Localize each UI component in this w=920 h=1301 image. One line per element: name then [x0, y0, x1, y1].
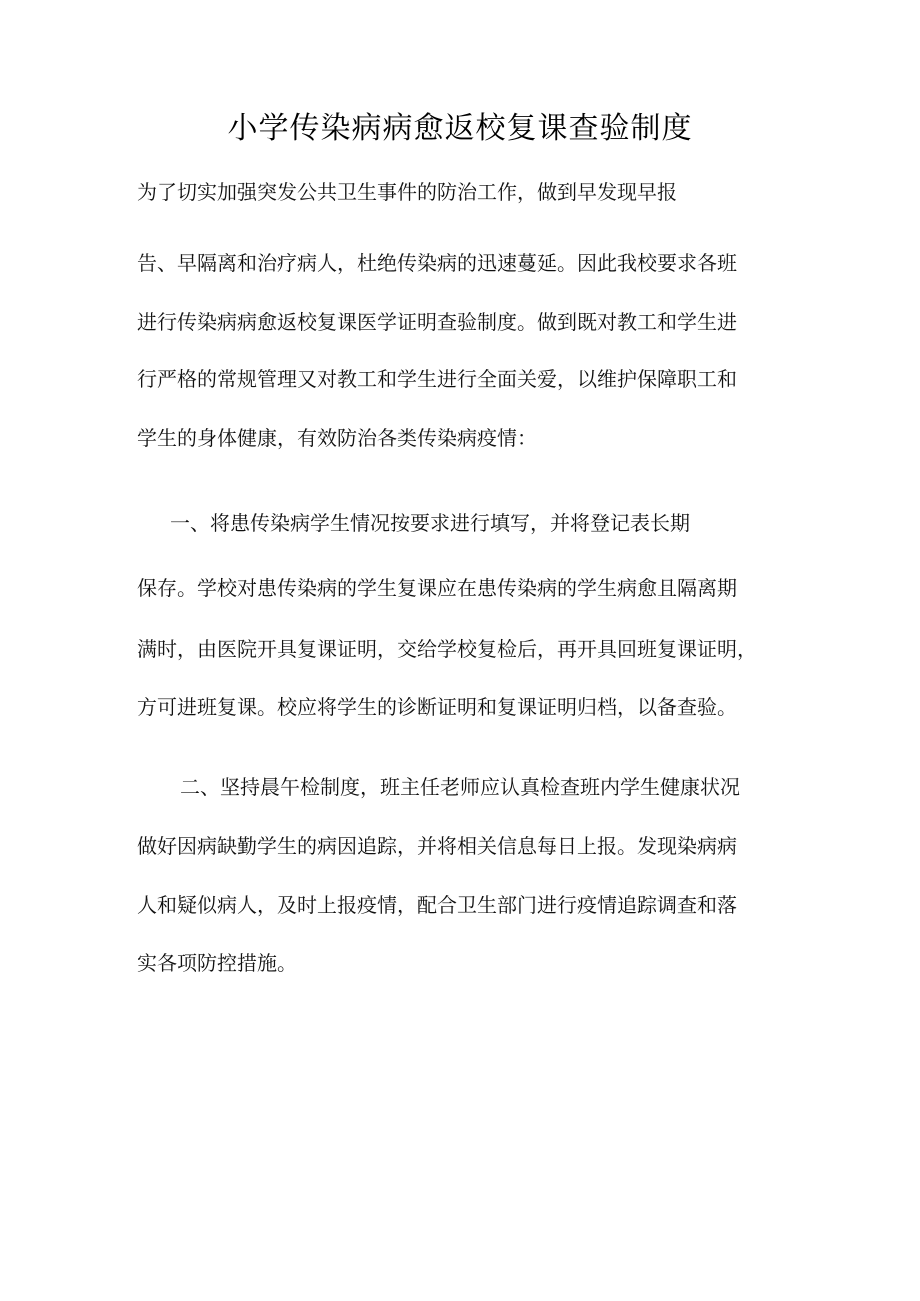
section-two-line-2: 做好因病缺勤学生的病因追踪，并将相关信息每日上报。发现染病病 [137, 834, 737, 858]
intro-line-4: 行严格的常规管理又对教工和学生进行全面关爱，以维护保障职工和 [137, 367, 737, 391]
section-two-line-1: 二、坚持晨午检制度，班主任老师应认真检查班内学生健康状况 [180, 775, 740, 799]
intro-line-5: 学生的身体健康，有效防治各类传染病疫情： [137, 426, 537, 450]
intro-line-2: 告、早隔离和治疗病人，杜绝传染病的迅速蔓延。因此我校要求各班 [137, 251, 737, 275]
section-two-line-3: 人和疑似病人，及时上报疫情，配合卫生部门进行疫情追踪调查和落 [137, 893, 737, 917]
intro-line-3: 进行传染病病愈返校复课医学证明查验制度。做到既对教工和学生进 [137, 310, 737, 334]
intro-line-1: 为了切实加强突发公共卫生事件的防治工作，做到早发现早报 [137, 180, 677, 204]
section-one-line-1: 一、将患传染病学生情况按要求进行填写，并将登记表长期 [170, 511, 690, 535]
section-one-line-2: 保存。学校对患传染病的学生复课应在患传染病的学生病愈且隔离期 [137, 576, 737, 600]
section-two-line-4: 实各项防控措施。 [137, 951, 297, 975]
section-one-line-3: 满时，由医院开具复课证明，交给学校复检后，再开具回班复课证明， [137, 637, 757, 661]
document-title: 小学传染病病愈返校复课查验制度 [227, 111, 693, 146]
section-one-line-4: 方可进班复课。校应将学生的诊断证明和复课证明归档，以备查验。 [137, 695, 737, 719]
